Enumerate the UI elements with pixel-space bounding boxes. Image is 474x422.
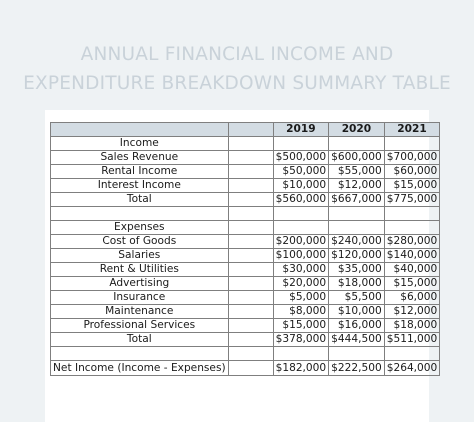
value-cell[interactable]: $10,000: [273, 179, 329, 193]
value-cell[interactable]: $12,000: [384, 305, 440, 319]
value-cell[interactable]: $775,000: [384, 193, 440, 207]
value-cell[interactable]: $280,000: [384, 235, 440, 249]
row-label[interactable]: Advertising: [51, 277, 229, 291]
empty-cell[interactable]: [273, 221, 329, 235]
table-row: [51, 263, 440, 277]
value-cell[interactable]: $10,000: [329, 305, 385, 319]
value-cell[interactable]: $5,500: [329, 291, 385, 305]
header-row: [51, 123, 440, 137]
summary-table: [50, 122, 440, 376]
blank-row: [51, 347, 440, 361]
empty-cell[interactable]: [228, 319, 273, 333]
table-row: [51, 165, 440, 179]
empty-cell[interactable]: [384, 137, 440, 151]
row-label[interactable]: Professional Services: [51, 319, 229, 333]
value-cell[interactable]: $444,500: [329, 333, 385, 347]
row-label[interactable]: Total: [51, 193, 229, 207]
empty-cell[interactable]: [329, 221, 385, 235]
empty-cell[interactable]: [228, 305, 273, 319]
empty-cell[interactable]: [228, 137, 273, 151]
value-cell[interactable]: $40,000: [384, 263, 440, 277]
empty-cell[interactable]: [228, 221, 273, 235]
value-cell[interactable]: $15,000: [384, 179, 440, 193]
value-cell[interactable]: $264,000: [384, 361, 440, 376]
row-label[interactable]: Interest Income: [51, 179, 229, 193]
value-cell[interactable]: $240,000: [329, 235, 385, 249]
table-row: [51, 305, 440, 319]
table-row: [51, 249, 440, 263]
value-cell[interactable]: $12,000: [329, 179, 385, 193]
empty-cell[interactable]: [273, 347, 329, 361]
empty-cell[interactable]: [228, 333, 273, 347]
table-row: [51, 235, 440, 249]
empty-cell[interactable]: [228, 179, 273, 193]
value-cell[interactable]: $15,000: [384, 277, 440, 291]
value-cell[interactable]: $182,000: [273, 361, 329, 376]
empty-cell[interactable]: [384, 221, 440, 235]
row-label[interactable]: Rental Income: [51, 165, 229, 179]
expenses-total-row: [51, 333, 440, 347]
empty-cell[interactable]: [228, 277, 273, 291]
row-label[interactable]: Total: [51, 333, 229, 347]
empty-cell[interactable]: [329, 347, 385, 361]
table-row: [51, 151, 440, 165]
empty-cell[interactable]: [228, 165, 273, 179]
value-cell[interactable]: $35,000: [329, 263, 385, 277]
empty-cell[interactable]: [51, 347, 229, 361]
value-cell[interactable]: $18,000: [329, 277, 385, 291]
empty-cell[interactable]: [228, 249, 273, 263]
blank-row: [51, 207, 440, 221]
page-title: [0, 40, 474, 98]
value-cell[interactable]: $700,000: [384, 151, 440, 165]
row-label[interactable]: Net Income (Income - Expenses): [51, 361, 229, 376]
value-cell[interactable]: $667,000: [329, 193, 385, 207]
year-header-2020[interactable]: 2020: [329, 123, 385, 137]
empty-cell[interactable]: [228, 263, 273, 277]
value-cell[interactable]: $50,000: [273, 165, 329, 179]
table-row: [51, 291, 440, 305]
empty-cell[interactable]: [273, 137, 329, 151]
row-label[interactable]: Insurance: [51, 291, 229, 305]
table-row: [51, 319, 440, 333]
value-cell[interactable]: $140,000: [384, 249, 440, 263]
value-cell[interactable]: $60,000: [384, 165, 440, 179]
value-cell[interactable]: $5,000: [273, 291, 329, 305]
year-header-2021[interactable]: 2021: [384, 123, 440, 137]
section-heading-row: [51, 137, 440, 151]
net-income-row: [51, 361, 440, 376]
empty-cell[interactable]: [228, 347, 273, 361]
row-label[interactable]: Rent & Utilities: [51, 263, 229, 277]
header-cell-empty[interactable]: [228, 123, 273, 137]
row-label[interactable]: Sales Revenue: [51, 151, 229, 165]
empty-cell[interactable]: [228, 193, 273, 207]
title-line-2: EXPENDITURE BREAKDOWN SUMMARY TABLE: [23, 73, 451, 94]
empty-cell[interactable]: [51, 207, 229, 221]
value-cell[interactable]: $378,000: [273, 333, 329, 347]
empty-cell[interactable]: [384, 207, 440, 221]
value-cell[interactable]: $8,000: [273, 305, 329, 319]
year-header-2019[interactable]: 2019: [273, 123, 329, 137]
empty-cell[interactable]: [384, 347, 440, 361]
value-cell[interactable]: $18,000: [384, 319, 440, 333]
income-heading[interactable]: Income: [51, 137, 229, 151]
row-label[interactable]: Cost of Goods: [51, 235, 229, 249]
row-label[interactable]: Maintenance: [51, 305, 229, 319]
value-cell[interactable]: $560,000: [273, 193, 329, 207]
empty-cell[interactable]: [228, 235, 273, 249]
empty-cell[interactable]: [329, 207, 385, 221]
value-cell[interactable]: $100,000: [273, 249, 329, 263]
value-cell[interactable]: $222,500: [329, 361, 385, 376]
value-cell[interactable]: $120,000: [329, 249, 385, 263]
empty-cell[interactable]: [228, 291, 273, 305]
empty-cell[interactable]: [329, 137, 385, 151]
empty-cell[interactable]: [228, 207, 273, 221]
value-cell[interactable]: $15,000: [273, 319, 329, 333]
value-cell[interactable]: $6,000: [384, 291, 440, 305]
empty-cell[interactable]: [228, 151, 273, 165]
expenses-heading[interactable]: Expenses: [51, 221, 229, 235]
value-cell[interactable]: $200,000: [273, 235, 329, 249]
income-total-row: [51, 193, 440, 207]
empty-cell[interactable]: [273, 207, 329, 221]
table-row: [51, 277, 440, 291]
table-row: [51, 179, 440, 193]
header-cell-empty[interactable]: [51, 123, 229, 137]
value-cell[interactable]: $600,000: [329, 151, 385, 165]
row-label[interactable]: Salaries: [51, 249, 229, 263]
value-cell[interactable]: $55,000: [329, 165, 385, 179]
value-cell[interactable]: $30,000: [273, 263, 329, 277]
value-cell[interactable]: $16,000: [329, 319, 385, 333]
section-heading-row: [51, 221, 440, 235]
empty-cell[interactable]: [228, 361, 273, 376]
value-cell[interactable]: $500,000: [273, 151, 329, 165]
title-line-1: ANNUAL FINANCIAL INCOME AND: [80, 44, 394, 65]
value-cell[interactable]: $511,000: [384, 333, 440, 347]
value-cell[interactable]: $20,000: [273, 277, 329, 291]
